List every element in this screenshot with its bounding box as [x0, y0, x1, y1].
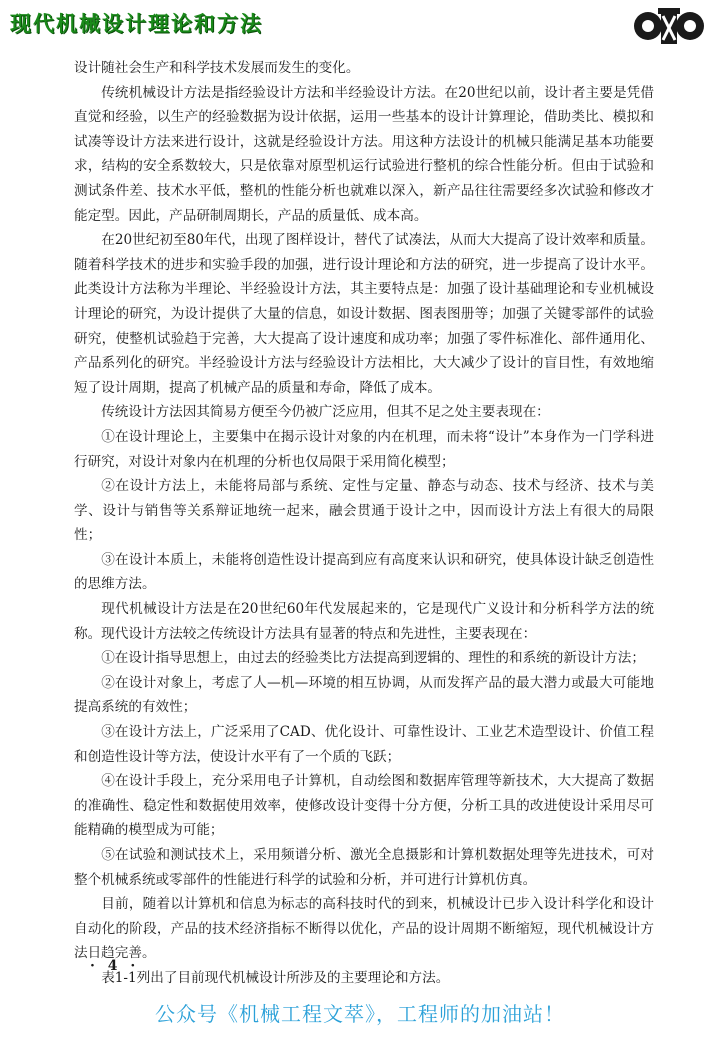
paragraph: ②在设计对象上，考虑了人—机—环境的相互协调，从而发挥产品的最大潜力或最大可能地提高系统的有效性；	[74, 674, 654, 716]
paragraph: ③在设计本质上，未能将创造性设计提高到应有高度来认识和研究，使具体设计缺乏创造性的思维方法。	[74, 551, 654, 593]
page-number: · 4 ·	[90, 958, 140, 974]
book-logo-icon	[628, 4, 712, 48]
footer-slogan: 公众号《机械工程文萃》，工程师的加油站！	[155, 1002, 565, 1026]
body-text	[74, 56, 654, 991]
paragraph: 现代机械设计方法是在20世纪60年代发展起来的，它是现代广义设计和分析科学方法的统称。现代设计方法较之传统设计方法具有显著的特点和先进性，主要表现在：	[74, 601, 654, 642]
paragraph: ①在设计指导思想上，由过去的经验类比方法提高到逻辑的、理性的和系统的新设计方法；	[101, 650, 645, 667]
header-title: 现代机械设计理论和方法	[10, 12, 263, 36]
paragraph: ④在设计手段上，充分采用电子计算机，自动绘图和数据库管理等新技术，大大提高了数据的准确性、稳定性和数据使用效率，使修改设计变得十分方便，分析工具的改进使设计采用尽可能精确的模型成为可能；	[74, 773, 654, 839]
paragraph: 设计随社会生产和科学技术发展而发生的变化。	[74, 60, 360, 76]
paragraph: 目前，随着以计算机和信息为标志的高科技时代的到来，机械设计已步入设计科学化和设计自动化的阶段，产品的技术经济指标不断得以优化，产品的设计周期不断缩短，现代机械设计方法日趋完善。	[74, 896, 654, 962]
paragraph: ①在设计理论上，主要集中在揭示设计对象的内在机理，而未将“设计”本身作为一门学科进行研究，对设计对象内在机理的分析也仅局限于采用简化模型；	[74, 428, 654, 470]
paragraph: 表1-1列出了目前现代机械设计所涉及的主要理论和方法。	[101, 969, 450, 986]
paragraph: 在20世纪初至80年代，出现了图样设计，替代了试凑法，从而大大提高了设计效率和质量。随着科学技术的进步和实验手段的加强，进行设计理论和方法的研究，进一步提高了设计水平。此类设计方法称为半理论、半经验设计方法，其主要特点是：加强了设计基础理论和专业机械设计理论的研究，为设计提供了大量的信息，如设计数据、图表图册等；加强了关键零部件的试验研究，使整机试验趋于完善，大大提高了设计速度和成功率；加强了零件标准化、部件通用化、产品系列化的研究。半经验设计方法与经验设计方法相比，大大减少了设计的盲目性，有效地缩短了设计周期，提高了机械产品的质量和寿命，降低了成本。	[74, 232, 654, 396]
paragraph: ②在设计方法上，未能将局部与系统、定性与定量、静态与动态、技术与经济、技术与美学、设计与销售等关系辩证地统一起来，融会贯通于设计之中，因而设计方法上有很大的局限性；	[74, 478, 654, 544]
page-header	[0, 0, 720, 50]
paragraph: ⑤在试验和测试技术上，采用频谱分析、激光全息摄影和计算机数据处理等先进技术，可对整个机械系统或零部件的性能进行科学的试验和分析，并可进行计算机仿真。	[74, 847, 654, 888]
paragraph: ③在设计方法上，广泛采用了CAD、优化设计、可靠性设计、工业艺术造型设计、价值工程和创造性设计等方法，使设计水平有了一个质的飞跃；	[74, 724, 654, 765]
paragraph: 传统机械设计方法是指经验设计方法和半经验设计方法。在20世纪以前，设计者主要是凭借直觉和经验，以生产的经验数据为设计依据，运用一些基本的设计计算理论，借助类比、模拟和试凑等设计方法来进行设计，这就是经验设计方法。用这种方法设计的机械只能满足基本功能要求，结构的安全系数较大，只是依靠对原型机运行试验进行整机的综合性能分析。但由于试验和测试条件差、技术水平低，整机的性能分析也就难以深入，新产品往往需要经多次试验和修改才能定型。因此，产品研制周期长，产品的质量低、成本高。	[74, 84, 654, 224]
paragraph: 传统设计方法因其简易方便至今仍被广泛应用，但其不足之处主要表现在：	[101, 404, 550, 421]
